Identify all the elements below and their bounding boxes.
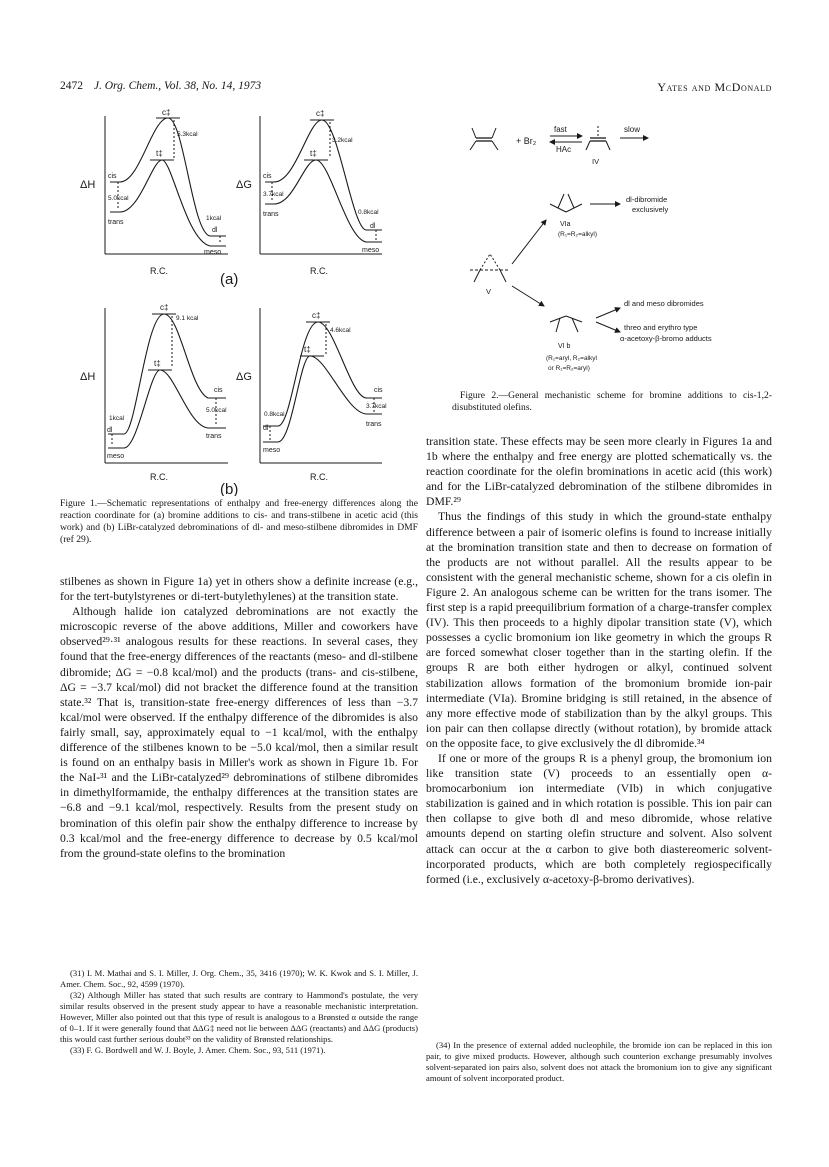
left-column xyxy=(60,574,418,861)
fig1a-g-right-diff: 0.8kcal xyxy=(358,209,379,216)
fig2-vib-sub-2: or R₁=R₂=aryl) xyxy=(548,365,590,372)
fig1a-panel-label: (a) xyxy=(220,271,239,288)
fig1a-g-right-lower: meso xyxy=(362,247,380,254)
fig1b-h-right-lower: trans xyxy=(206,433,222,440)
fig1b-g-barrier: 4.6kcal xyxy=(330,327,351,334)
fig1a-h-axis: ΔH xyxy=(80,179,96,191)
fig1b-g-xaxis: R.C. xyxy=(310,472,328,482)
fig2-vib-product-2: threo and erythro type xyxy=(624,323,698,332)
footnote-34: (34) In the presence of external added nucleophile, the bromide ion can be replaced in this ion pair, to give mixed products. However, although such counterion exchange presumably involves solvent-separated ion pairs also, solvent does not attack the bromonium ion to give any significant amount of solvent incorporated product. xyxy=(426,1040,772,1083)
figure-1-caption-title: Figure 1. xyxy=(60,498,98,509)
fig2-iv-label: IV xyxy=(592,157,600,166)
figure-1 xyxy=(60,108,418,496)
figure-2-caption-title: Figure 2. xyxy=(460,390,499,401)
fig1b-g-right-upper: cis xyxy=(374,387,383,394)
figure-2 xyxy=(440,108,770,390)
right-paragraph-3: If one or more of the groups R is a phenyl group, the bromonium ion like transition state (V) proceeds to an essentially open α-bromocarbonium ion intermediate (VIb) in which conjugative stabilization is gained and in which rotation is possible. This ion pair can then collapse to give both dl and meso dibromide, whose relative amounts depend on starting olefin structure and solvent. Also solvent attack can occur at the α carbon to give both diastereomeric solvent-incorporated products, which are both completely regiospecifically formed (i.e., exclusively α-acetoxy-β-bromo derivatives). xyxy=(426,751,772,886)
fig1b-g-left-lower: meso xyxy=(263,447,281,454)
fig1a-h-left-diff: 5.0kcal xyxy=(108,195,129,202)
figure-1-caption xyxy=(60,498,418,546)
fig2-via-product-2: exclusively xyxy=(632,205,669,214)
fig1a-h-left-lower: trans xyxy=(108,219,124,226)
fig1a-enthalpy-plot xyxy=(105,116,228,254)
figure-2-caption-text: —General mechanistic scheme for bromine additions to cis-1,2-disubstituted olefins. xyxy=(452,390,772,413)
fig1a-g-ts-lower: t‡ xyxy=(310,149,317,158)
fig2-via-label: VIa xyxy=(560,221,571,228)
fig1a-h-xaxis: R.C. xyxy=(150,266,168,276)
fig1a-h-barrier: 5.3kcal xyxy=(177,131,198,138)
fig1b-g-left-diff: 0.8kcal xyxy=(264,411,285,418)
fig2-slow-label: slow xyxy=(624,125,641,134)
running-header xyxy=(60,80,772,98)
fig1a-g-axis: ΔG xyxy=(236,179,252,191)
footnote-33: (33) F. G. Bordwell and W. J. Boyle, J. Amer. Chem. Soc., 93, 511 (1971). xyxy=(70,1045,326,1055)
fig2-vib-product-1: dl and meso dibromides xyxy=(624,299,704,308)
fig1b-h-barrier: 9.1 kcal xyxy=(176,315,199,322)
fig1b-g-axis: ΔG xyxy=(236,371,252,383)
footnote-31: (31) I. M. Mathai and S. I. Miller, J. Org. Chem., 35, 3416 (1970); W. K. Kwok and S. I. Miller, J. Amer. Chem. Soc., 92, 4599 (1970). xyxy=(60,968,418,989)
fig1a-g-left-diff: 3.7kcal xyxy=(263,191,284,198)
journal-citation: J. Org. Chem., Vol. 38, No. 14, 1973 xyxy=(93,80,262,92)
fig1a-g-ts-top: c‡ xyxy=(316,109,325,118)
figure-1-caption-text: —Schematic representations of enthalpy and free-energy differences along the reaction coordinate for (a) bromine additions to cis- and trans-stilbene in acetic acid (this work) and (b) LiBr-catalyzed debrominations of dl- and meso-stilbene dibromides in DMF (ref 29). xyxy=(60,498,418,545)
fig1b-g-ts-top: c‡ xyxy=(312,311,321,320)
figure-1-diagram xyxy=(60,108,418,496)
fig1b-h-right-upper: cis xyxy=(214,387,223,394)
fig2-fast-label: fast xyxy=(554,125,567,134)
figure-2-caption xyxy=(452,390,772,414)
fig1a-h-right-lower: meso xyxy=(204,249,222,256)
fig1a-h-left-upper: cis xyxy=(108,173,117,180)
fig1b-h-ts-lower: t‡ xyxy=(154,359,161,368)
right-column xyxy=(426,434,772,887)
fig2-vib-sub-1: (R₁=aryl, R₂=alkyl xyxy=(546,355,597,362)
fig2-solvent-label: HAc xyxy=(556,145,572,154)
fig1a-g-left-lower: trans xyxy=(263,211,279,218)
figure-2-scheme xyxy=(440,108,770,390)
header-left xyxy=(60,80,261,92)
left-paragraph-1: stilbenes as shown in Figure 1a) yet in others show a definite increase (e.g., for the tert-butylstyrenes or di-tert-butylethylenes) at the transition state. xyxy=(60,575,418,604)
right-paragraph-2: Thus the findings of this study in which the ground-state enthalpy difference between a pair of isomeric olefins is found to increase initially at the bromination transition state and then to decrease on formation of the products are not without parallel. All the results appear to be consistent with the general mechanistic scheme, shown for a cis olefin in Figure 2. An analogous scheme can be written for the trans isomer. The first step is a rapid preequilibrium formation of a charge-transfer complex (IV). This then proceeds to a highly dipolar transition state (V), which possesses a cyclic bromonium ion like geometry in which the groups R are forced somewhat closer together than in the starting olefin. If the groups R are both either hydrogen or alkyl, continued solvent stabilization allows formation of the bromonium bromide ion-pair intermediate (VIa). Bromine bridging is still retained, in the absence of any more effective mode of stabilization than by the alkyl groups. This ion pair can then collapse directly (without rotation), by bromide attack on the opposite face, to give exclusively the dl dibromide.³⁴ xyxy=(426,510,772,750)
fig1a-free-energy-plot xyxy=(260,116,382,254)
fig1b-g-right-lower: trans xyxy=(366,421,382,428)
fig2-via-sub: (R₁=R₂=alkyl) xyxy=(558,231,598,238)
fig1a-h-right-diff: 1kcal xyxy=(206,215,222,222)
right-footnotes xyxy=(426,1040,772,1084)
fig2-reagent: + Br₂ xyxy=(516,136,537,146)
fig2-vib-label: VI b xyxy=(558,343,571,350)
fig1a-g-left-upper: cis xyxy=(263,173,272,180)
fig1b-h-axis: ΔH xyxy=(80,371,96,383)
header-authors: Yates and McDonald xyxy=(657,80,772,94)
fig1b-h-left-diff: 1kcal xyxy=(109,415,125,422)
fig1a-h-ts-top: c‡ xyxy=(162,108,171,117)
fig1a-g-barrier: 3.2kcal xyxy=(332,137,353,144)
right-paragraph-1: transition state. These effects may be seen more clearly in Figures 1a and 1b where the enthalpy and free energy are plotted schematically vs. the reaction coordinate for the olefin brominations in acetic acid (this work) and for the LiBr-catalyzed debromination of the stilbene dibromides in DMF.²⁹ xyxy=(426,435,772,509)
fig1a-g-right-upper: dl xyxy=(370,223,376,230)
fig1a-h-ts-lower: t‡ xyxy=(156,149,163,158)
footnote-32: (32) Although Miller has stated that such results are contrary to Hammond's postulate, the very similar results observed in the present study appear to have a reasonable mechanistic interpretation. However, Miller also pointed out that this type of result is analogous to a Brønsted α outside the range of 0–1. If it were generally found that ΔΔG‡ need not lie between ΔΔG (reactants) and ΔΔG (products) this would cast further serious doubt³³ on the validity of Brønsted relationships. xyxy=(60,990,418,1044)
page-number: 2472 xyxy=(60,80,83,92)
fig1b-h-ts-top: c‡ xyxy=(160,303,169,312)
fig1b-free-energy-plot xyxy=(260,308,382,463)
left-footnotes xyxy=(60,968,418,1056)
fig1b-h-left-lower: meso xyxy=(107,453,125,460)
fig2-v-label: V xyxy=(486,287,492,296)
fig1b-g-ts-lower: t‡ xyxy=(304,345,311,354)
left-paragraph-2: Although halide ion catalyzed debrominations are not exactly the microscopic reverse of the above additions, Miller and coworkers have observed²⁹·³¹ analogous results for these reactions. In several cases, they found that the free-energy differences of the reactants (meso- and dl-stilbene dibromide; ΔG = −0.8 kcal/mol) and the products (trans- and cis-stilbene, ΔG = −3.7 kcal/mol) did not bracket the difference found at the transition state.³² That is, transition-state free-energy differences of less than −3.7 kcal/mol were observed. If the enthalpy difference of the dibromides is also fairly small, say, approximately equal to −1 kcal/mol, with the enthalpy difference of the stilbenes known to be −5.0 kcal/mol, then a similar result is found on an enthalpy basis in Miller's work as shown in Figure 1b. For the NaI-³¹ and the LiBr-catalyzed²⁹ debrominations of stilbene dibromides in dimethylformamide, the enthalpy differences at the transition states are −6.8 and −9.1 kcal/mol, respectively. Results from the present study on bromination of this olefin pair show the enthalpy difference to increase by 0.3 kcal/mol and the free-energy difference to decrease by 0.5 kcal/mol from the ground-state olefins to the bromination xyxy=(60,605,418,860)
fig1b-h-right-diff: 5.0kcal xyxy=(206,407,227,414)
fig1b-g-left-upper: dl xyxy=(263,425,269,432)
fig1a-h-right-upper: dl xyxy=(212,227,218,234)
fig2-vib-product-3: α-acetoxy-β-bromo adducts xyxy=(620,334,712,343)
fig1b-h-xaxis: R.C. xyxy=(150,472,168,482)
fig1b-panel-label: (b) xyxy=(220,481,239,496)
fig2-via-product-1: dl-dibromide xyxy=(626,195,668,204)
fig1b-h-left-upper: dl xyxy=(107,427,113,434)
fig1b-g-right-diff: 3.7kcal xyxy=(366,403,387,410)
fig1a-g-xaxis: R.C. xyxy=(310,266,328,276)
